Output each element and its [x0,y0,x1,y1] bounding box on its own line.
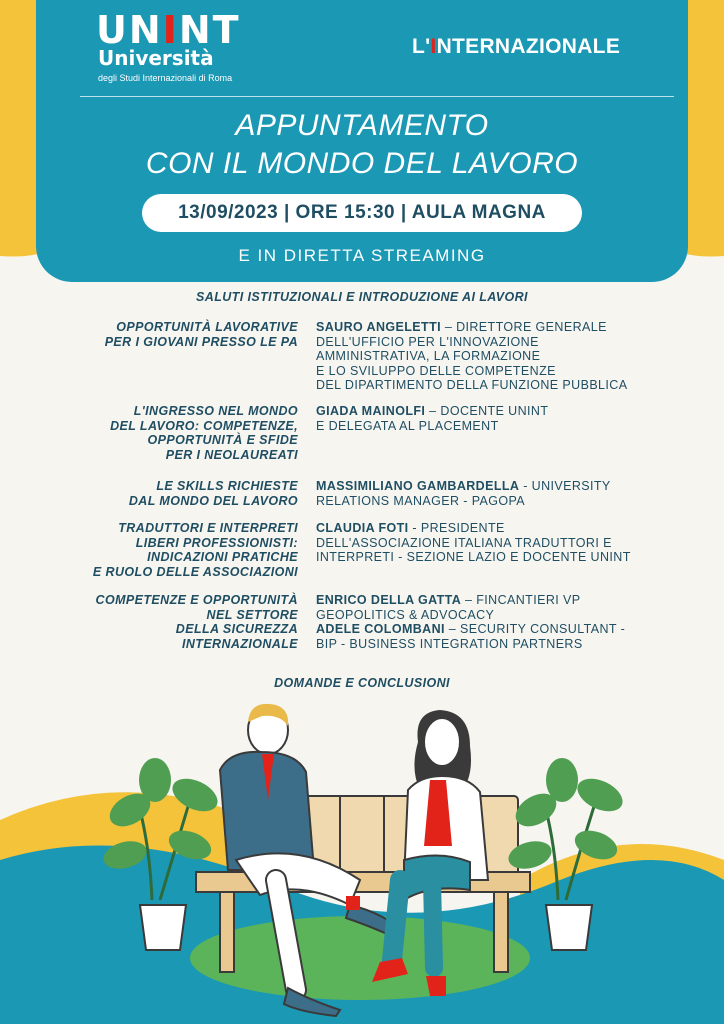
logo-universita-text: Università [98,46,214,70]
speaker-name: SAURO ANGELETTI [316,320,441,334]
event-info-pill: 13/09/2023 | ORE 15:30 | AULA MAGNA [142,194,582,232]
session-topic: COMPETENZE E OPPORTUNITÀ NEL SETTORE DELLA SICUREZZA INTERNAZIONALE [95,593,298,651]
session-speaker: GIADA MAINOLFI – DOCENTE UNINT E DELEGATA AL PLACEMENT [316,404,549,433]
session-speaker: CLAUDIA FOTI - PRESIDENTE DELL'ASSOCIAZIONE ITALIANA TRADUTTORI E INTERPRETI - SEZIONE LAZIO E DOCENTE UNINT [316,521,631,564]
session-topic: TRADUTTORI E INTERPRETI LIBERI PROFESSIONISTI: INDICAZIONI PRATICHE E RUOLO DELLE ASSOCIAZIONI [92,521,298,579]
unint-logo: UNINT [96,8,241,52]
program-intro: SALUTI ISTITUZIONALI E INTRODUZIONE AI LAVORI [196,290,528,304]
session-speaker: ENRICO DELLA GATTA – FINCANTIERI VP GEOPOLITICS & ADVOCACY ADELE COLOMBANI – SECURITY CONSULTANT - BIP - BUSINESS INTEGRATION PARTNERS [316,593,626,651]
speaker-name: CLAUDIA FOTI [316,521,409,535]
linternazionale-logo: L'INTERNAZIONALE [412,35,621,58]
session-speaker: MASSIMILIANO GAMBARDELLA - UNIVERSITY RELATIONS MANAGER - PAGOPA [316,479,611,508]
streaming-text: E IN DIRETTA STREAMING [238,246,486,265]
title-line-2: CON IL MONDO DEL LAVORO [145,147,579,180]
title-line-1: APPUNTAMENTO [235,109,489,142]
session-topic: L'INGRESSO NEL MONDO DEL LAVORO: COMPETENZE, OPPORTUNITÀ E SFIDE PER I NEOLAUREATI [110,404,298,462]
plant-left-icon [100,758,222,950]
program-closing: DOMANDE E CONCLUSIONI [274,676,450,690]
speakers-illustration [0,690,724,1024]
session-speaker: SAURO ANGELETTI – DIRETTORE GENERALE DELL'UFFICIO PER L'INNOVAZIONE AMMINISTRATIVA, LA FORMAZIONE E LO SVILUPPO DELLE COMPETENZE DEL DIPARTIMENTO DELLA FUNZIONE PUBBLICA [316,320,628,392]
session-topic: LE SKILLS RICHIESTE DAL MONDO DEL LAVORO [128,479,298,508]
plant-right-icon [505,758,627,950]
speaker-name: MASSIMILIANO GAMBARDELLA [316,479,520,493]
header-divider [80,96,674,97]
speaker-name: ADELE COLOMBANI [316,622,445,636]
session-topic: OPPORTUNITÀ LAVORATIVE PER I GIOVANI PRESSO LE PA [104,320,298,349]
speaker-name: GIADA MAINOLFI [316,404,426,418]
logo-subtitle: degli Studi Internazionali di Roma [98,73,233,83]
speaker-name: ENRICO DELLA GATTA [316,593,462,607]
